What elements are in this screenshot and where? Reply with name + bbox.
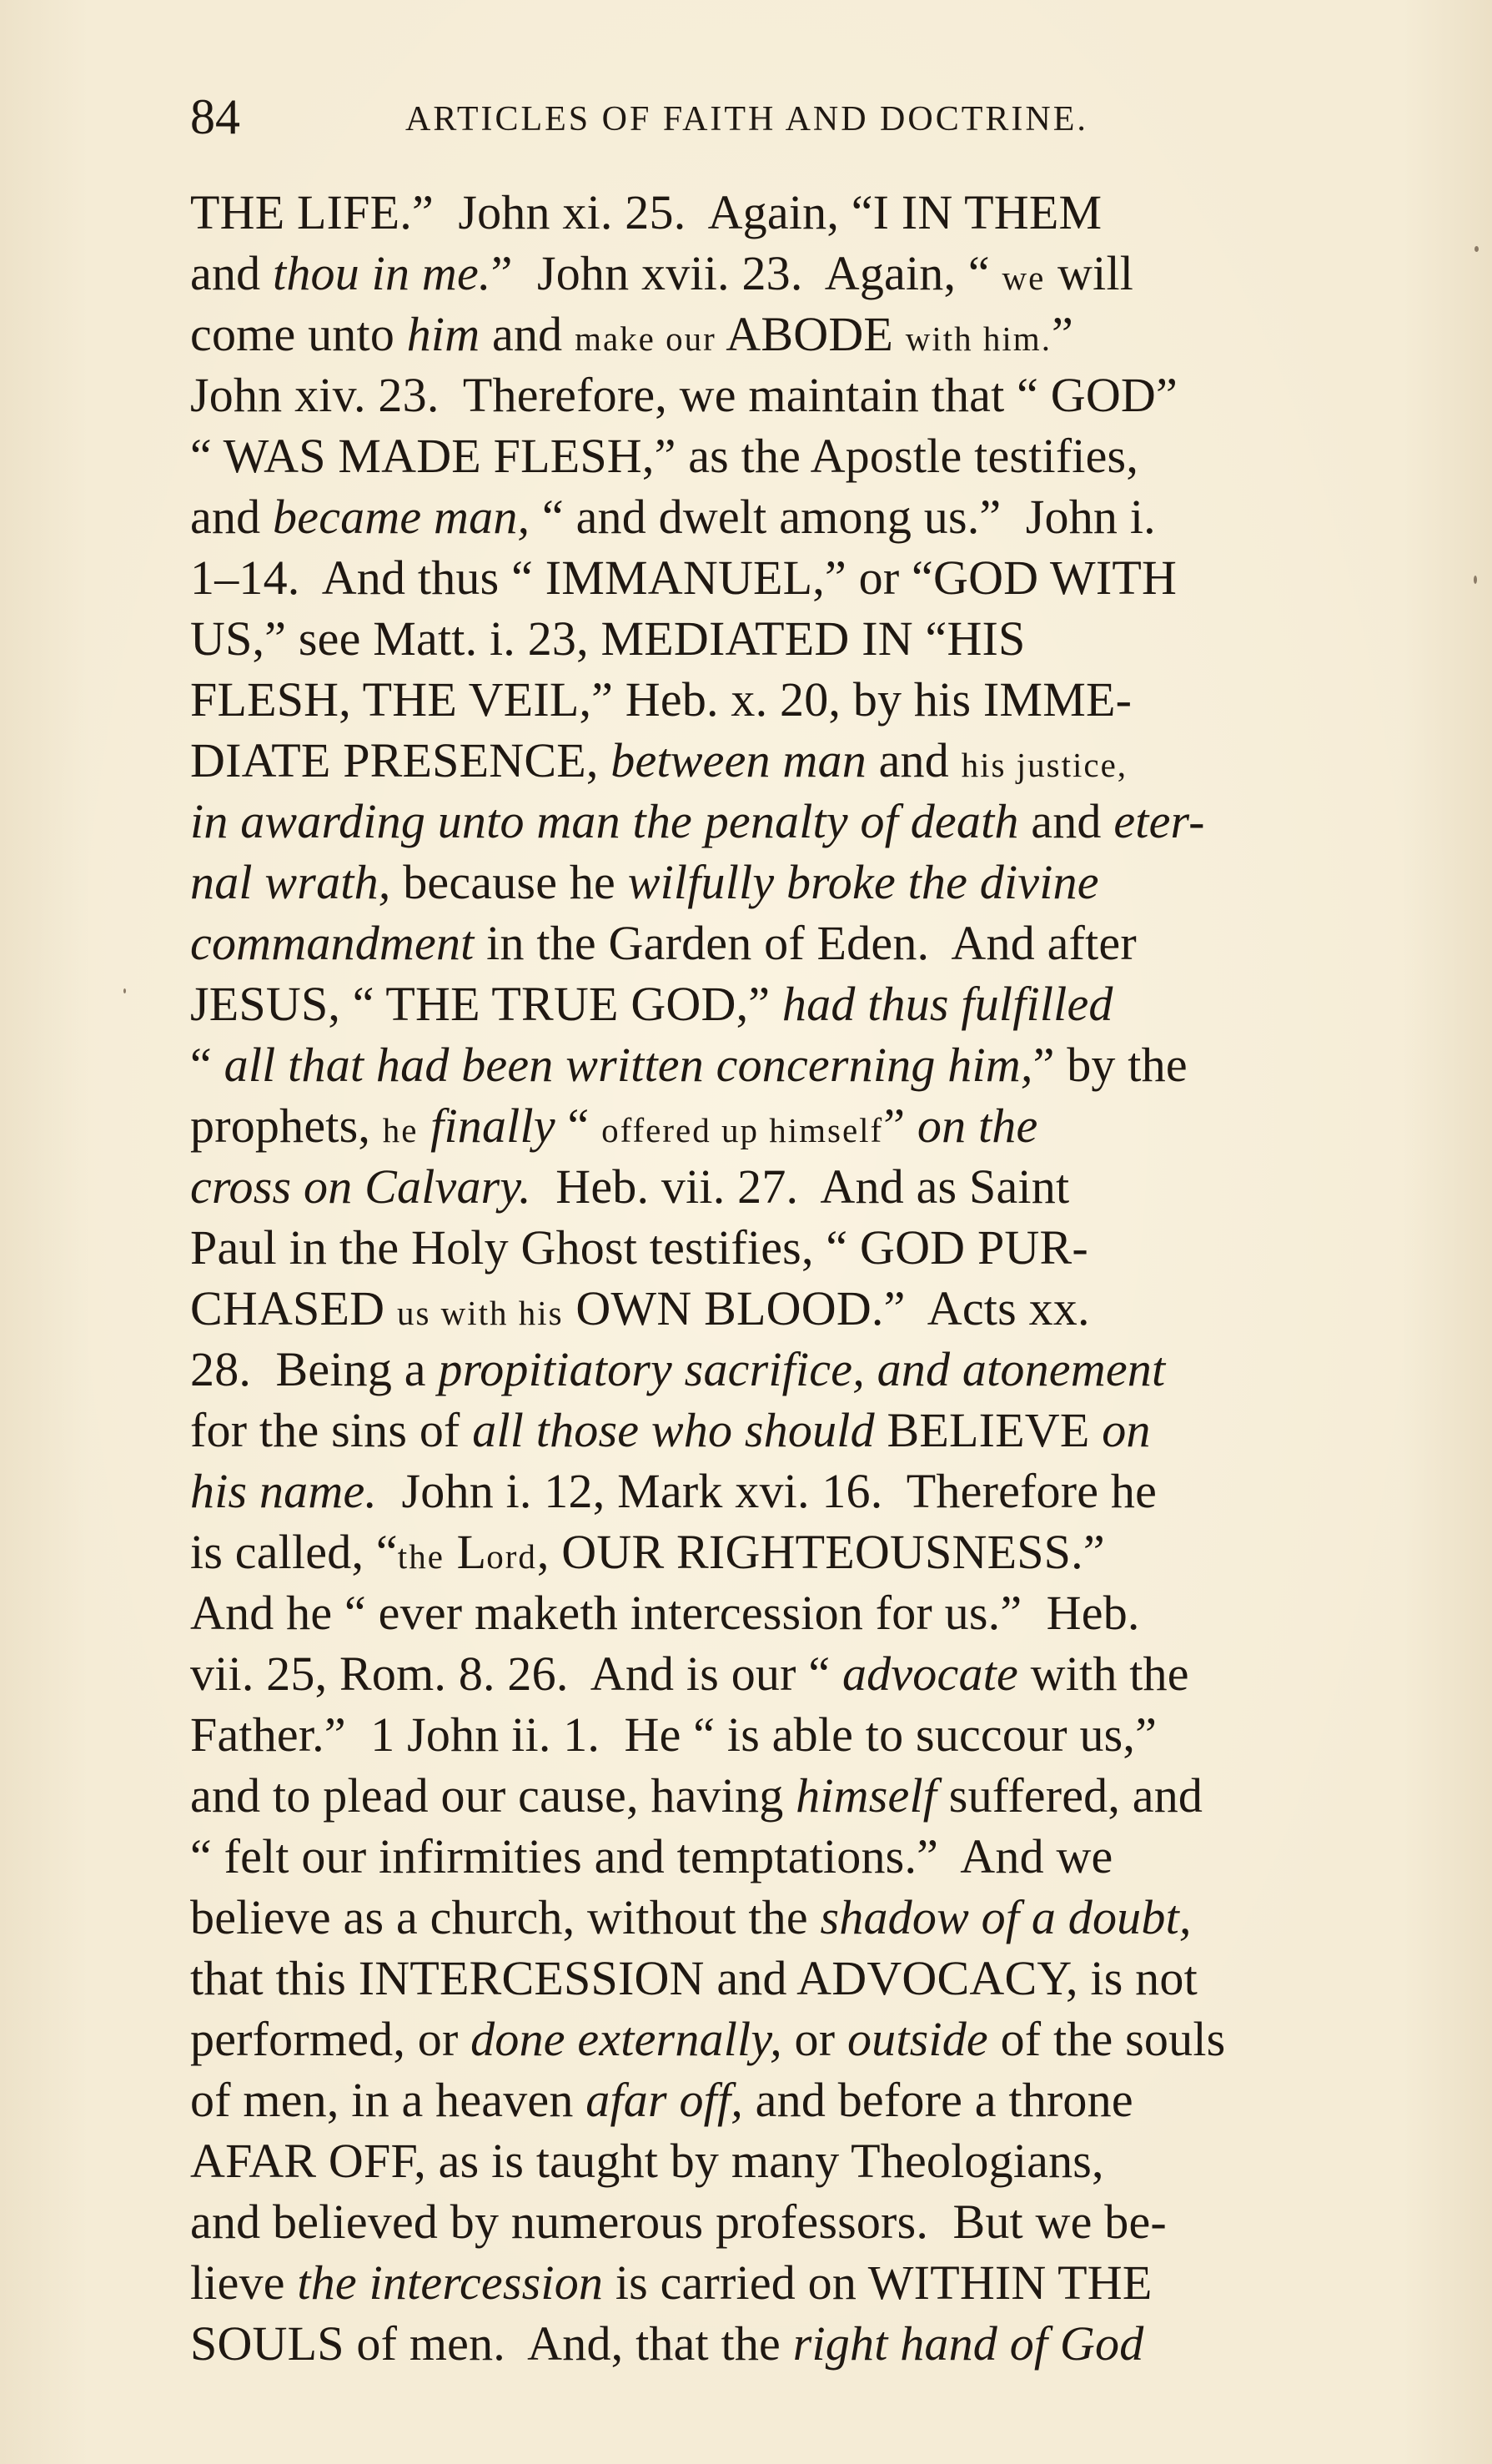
text-run: is carried on WITHIN THE	[603, 2255, 1153, 2310]
text-run: wilfully broke the divine	[627, 855, 1099, 909]
margin-speck	[1474, 576, 1477, 584]
text-run: cross on Calvary.	[190, 1159, 531, 1214]
text-run: “	[555, 1099, 602, 1153]
text-run: had thus fulfilled	[781, 977, 1113, 1031]
text-run: “ WAS MADE FLESH,” as the Apostle testifies,	[190, 429, 1139, 483]
text-run: on	[1102, 1403, 1151, 1457]
text-run: and to plead our cause, having	[190, 1768, 796, 1823]
text-run: and	[190, 246, 274, 300]
text-line	[190, 2252, 1466, 2313]
text-line	[190, 669, 1466, 730]
text-run: John xiv. 23. Therefore, we maintain that “ GOD”	[190, 368, 1178, 422]
text-run: “ and dwelt among us.” John i.	[530, 490, 1156, 544]
text-run: propitiatory sacrifice, and atonement	[438, 1342, 1166, 1396]
margin-speck	[123, 988, 126, 993]
text-line	[190, 1034, 1466, 1095]
text-line	[190, 973, 1466, 1034]
text-run: JESUS, “ THE TRUE GOD,”	[190, 977, 782, 1031]
text-run: suffered, and	[937, 1768, 1203, 1823]
text-line	[190, 1704, 1466, 1765]
text-run: himself	[796, 1768, 937, 1823]
text-run: vii. 25, Rom. 8. 26. And is our “	[190, 1647, 842, 1701]
text-run: 1–14. And thus “ IMMANUEL,” or “GOD WITH	[190, 551, 1178, 605]
text-run: commandment	[190, 916, 475, 970]
text-line	[190, 2191, 1466, 2252]
text-run: BELIEVE	[874, 1403, 1103, 1457]
text-run: Father.” 1 John ii. 1. He “ is able to succour us,”	[190, 1707, 1158, 1762]
text-run: believe as a church, without the	[190, 1890, 821, 1944]
text-run: and before a throne	[742, 2073, 1133, 2127]
text-run: thou in me.	[273, 246, 491, 300]
text-run: FLESH, THE VEIL,” Heb. x. 20, by his IMME-	[190, 672, 1133, 727]
text-line	[190, 791, 1466, 852]
text-run: ”	[1051, 307, 1073, 361]
text-line	[190, 2069, 1466, 2130]
text-run: on the	[917, 1099, 1038, 1153]
text-run: became man,	[273, 490, 530, 544]
text-run: performed, or	[190, 2012, 471, 2066]
text-line	[190, 304, 1466, 365]
text-run: done externally,	[470, 2012, 782, 2066]
text-run: we	[1002, 259, 1046, 297]
text-run: Paul in the Holy Ghost testifies, “ GOD PUR-	[190, 1220, 1088, 1275]
text-line	[190, 730, 1466, 791]
text-line	[190, 547, 1466, 608]
text-run: is called, “	[190, 1525, 398, 1579]
text-run: and	[866, 733, 962, 787]
text-run: “	[190, 1038, 224, 1092]
text-run: finally	[430, 1099, 555, 1153]
text-line	[190, 852, 1466, 913]
text-line	[190, 2130, 1466, 2191]
text-run: shadow of a doubt,	[820, 1890, 1192, 1944]
text-line	[190, 365, 1466, 425]
body-text	[190, 182, 1466, 2374]
text-line	[190, 1582, 1466, 1643]
text-run: prophets,	[190, 1099, 383, 1153]
text-run: lieve	[190, 2255, 298, 2310]
text-line	[190, 425, 1466, 486]
text-run: CHASED	[190, 1281, 397, 1335]
text-run: THE LIFE.” John xi. 25. Again, “I IN THEM	[190, 185, 1103, 239]
running-head	[190, 88, 1466, 146]
text-run: ABODE	[716, 307, 906, 361]
text-run: OWN BLOOD.” Acts xx.	[563, 1281, 1090, 1335]
text-run: of men, in a heaven	[190, 2073, 586, 2127]
text-run: for the sins of	[190, 1403, 473, 1457]
running-title: ARTICLES OF FAITH AND DOCTRINE.	[405, 100, 1088, 138]
text-run: him	[406, 307, 480, 361]
text-run: and believed by numerous professors. But we be-	[190, 2195, 1167, 2249]
text-run: right hand of God	[792, 2316, 1144, 2371]
text-line	[190, 486, 1466, 547]
text-run: his justice,	[961, 746, 1128, 784]
text-line	[190, 1217, 1466, 1278]
text-line	[190, 913, 1466, 973]
text-run: of the souls	[987, 2012, 1226, 2066]
text-line	[190, 1278, 1466, 1339]
text-line	[190, 1521, 1466, 1582]
text-run: John i. 12, Mark xvi. 16. Therefore he	[377, 1464, 1158, 1518]
text-line	[190, 2313, 1466, 2374]
text-run: , OUR RIGHTEOUSNESS.”	[536, 1525, 1105, 1579]
text-run: ord	[486, 1537, 537, 1576]
text-run: come unto	[190, 307, 407, 361]
text-line	[190, 1887, 1466, 1948]
text-run: ”	[883, 1099, 917, 1153]
text-run: advocate	[841, 1647, 1018, 1701]
text-run: he	[382, 1111, 419, 1149]
page-number: 84	[190, 89, 240, 144]
text-run: L	[444, 1525, 487, 1579]
text-line	[190, 1948, 1466, 2009]
text-line	[190, 1095, 1466, 1156]
text-run: and	[480, 307, 575, 361]
text-run: because he	[390, 855, 628, 909]
text-run: And he “ ever maketh intercession for us.” Heb.	[190, 1586, 1140, 1640]
text-run: AFAR OFF, as is taught by many Theologians,	[190, 2134, 1104, 2188]
text-run: ” by the	[1032, 1038, 1188, 1092]
margin-speck	[1474, 246, 1479, 252]
text-run: eter-	[1113, 794, 1205, 848]
text-line	[190, 2009, 1466, 2069]
text-run: will	[1045, 246, 1134, 300]
text-line	[190, 1461, 1466, 1521]
text-run: or	[781, 2012, 847, 2066]
text-run: ” John xvii. 23. Again, “	[490, 246, 1002, 300]
text-line	[190, 182, 1466, 243]
text-run: with the	[1017, 1647, 1189, 1701]
text-line	[190, 608, 1466, 669]
text-run: the intercession	[297, 2255, 604, 2310]
text-run: afar off,	[585, 2073, 743, 2127]
text-run: his name.	[190, 1464, 378, 1518]
text-line	[190, 1643, 1466, 1704]
text-line	[190, 1156, 1466, 1217]
text-run: make our	[575, 319, 716, 358]
text-run	[418, 1099, 430, 1153]
text-run: Heb. vii. 27. And as Saint	[530, 1159, 1070, 1214]
text-run: the	[397, 1537, 445, 1576]
text-run: and	[1018, 794, 1114, 848]
text-run: nal wrath,	[190, 855, 391, 909]
text-run: in awarding unto man the penalty of death	[190, 794, 1019, 848]
text-run: all that had been written concerning him,	[224, 1038, 1033, 1092]
text-line	[190, 1400, 1466, 1461]
text-run: 28. Being a	[190, 1342, 439, 1396]
text-line	[190, 1765, 1466, 1826]
text-run: DIATE PRESENCE,	[190, 733, 611, 787]
text-run: that this INTERCESSION and ADVOCACY, is not	[190, 1951, 1198, 2005]
text-run: SOULS of men. And, that the	[190, 2316, 793, 2371]
text-run: outside	[846, 2012, 988, 2066]
text-run: all those who should	[472, 1403, 875, 1457]
text-run: offered up himself	[601, 1111, 884, 1149]
text-run: and	[190, 490, 274, 544]
text-line	[190, 1339, 1466, 1400]
text-run: in the Garden of Eden. And after	[474, 916, 1137, 970]
text-run: “ felt our infirmities and temptations.” And we	[190, 1829, 1113, 1883]
text-line	[190, 243, 1466, 304]
text-run: us with his	[396, 1294, 564, 1332]
text-run: with him.	[905, 319, 1052, 358]
text-run: between man	[610, 733, 867, 787]
text-run: US,” see Matt. i. 23, MEDIATED IN “HIS	[190, 611, 1026, 666]
text-line	[190, 1826, 1466, 1887]
